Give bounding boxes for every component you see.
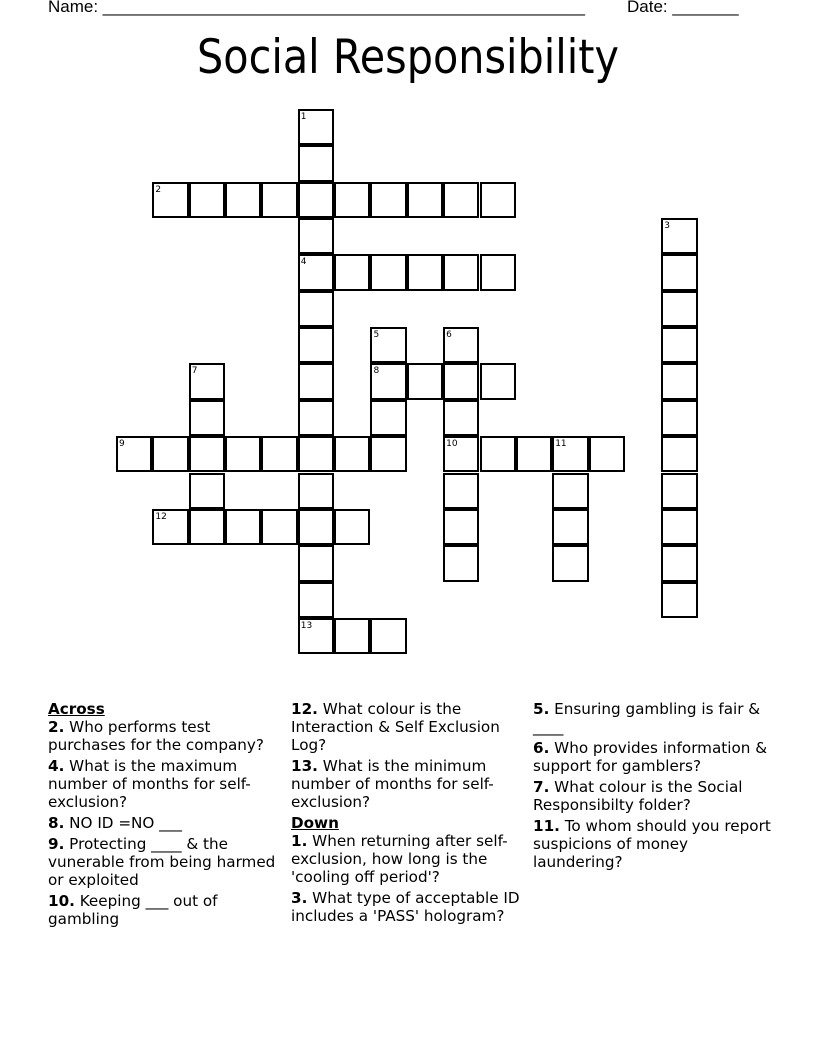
grid-cell[interactable]	[480, 436, 516, 472]
clue-across-12: 12. What colour is the Interaction & Self Exclusion Log?	[291, 700, 500, 754]
grid-cell[interactable]	[661, 291, 697, 327]
name-field-label: Name: ___________________________________________________	[48, 0, 585, 16]
clue-number: 13	[300, 620, 313, 631]
grid-cell[interactable]	[552, 473, 588, 509]
grid-cell[interactable]	[443, 182, 479, 218]
clue-number: 1	[300, 112, 307, 122]
grid-cell[interactable]	[189, 400, 225, 436]
grid-cell[interactable]	[552, 436, 588, 472]
clues-column-2	[291, 700, 526, 928]
grid-cell[interactable]	[298, 363, 334, 399]
clue-number: 4	[300, 257, 307, 268]
grid-cell[interactable]	[334, 436, 370, 472]
grid-cell[interactable]	[298, 400, 334, 436]
clue-down-11: 11. To whom should you report suspicions of money laundering?	[533, 817, 771, 871]
grid-cell[interactable]	[370, 436, 406, 472]
grid-cell[interactable]	[443, 254, 479, 290]
grid-cell[interactable]	[370, 182, 406, 218]
grid-cell[interactable]	[334, 182, 370, 218]
grid-cell[interactable]	[370, 254, 406, 290]
clue-down-3: 3. What type of acceptable ID includes a 'PASS' hologram?	[291, 889, 520, 925]
clue-across-9: 9. Protecting ____ & the vunerable from being harmed or exploited	[48, 835, 276, 889]
across-heading: Across	[48, 700, 105, 718]
grid-cell[interactable]	[661, 363, 697, 399]
grid-cell[interactable]	[661, 400, 697, 436]
clue-number: 9	[119, 439, 125, 450]
grid-cell[interactable]	[443, 473, 479, 509]
grid-cell[interactable]	[480, 182, 516, 218]
grid-cell[interactable]	[443, 363, 479, 399]
grid-cell[interactable]	[661, 582, 697, 618]
clues-column-1	[48, 700, 283, 931]
grid-cell[interactable]	[152, 436, 188, 472]
grid-cell[interactable]	[152, 509, 188, 545]
date-field-label: Date: _______	[627, 0, 739, 16]
grid-cell[interactable]	[480, 254, 516, 290]
page-title: Social Responsibility	[197, 30, 619, 85]
clue-number: 11	[555, 439, 567, 450]
grid-cell[interactable]	[261, 509, 297, 545]
grid-cell[interactable]	[298, 582, 334, 618]
clue-number: 5	[373, 330, 380, 341]
grid-cell[interactable]	[370, 400, 406, 436]
grid-cell[interactable]	[189, 509, 225, 545]
clue-number: 6	[446, 330, 452, 341]
grid-cell[interactable]	[480, 363, 516, 399]
grid-cell[interactable]	[334, 509, 370, 545]
grid-cell[interactable]	[225, 182, 261, 218]
grid-cell[interactable]	[552, 509, 588, 545]
grid-cell[interactable]	[298, 327, 334, 363]
grid-cell[interactable]	[661, 436, 697, 472]
grid-cell[interactable]	[370, 327, 406, 363]
grid-cell[interactable]	[443, 509, 479, 545]
clue-number: 2	[155, 184, 162, 195]
grid-cell[interactable]	[189, 363, 225, 399]
grid-cell[interactable]	[189, 436, 225, 472]
grid-cell[interactable]	[298, 509, 334, 545]
grid-cell[interactable]	[298, 254, 334, 290]
clue-down-7: 7. What colour is the Social Responsibilty folder?	[533, 778, 743, 814]
grid-cell[interactable]	[516, 436, 552, 472]
grid-cell[interactable]	[298, 182, 334, 218]
clue-down-5: 5. Ensuring gambling is fair & ____	[533, 700, 761, 736]
grid-cell[interactable]	[407, 254, 443, 290]
grid-cell[interactable]	[443, 327, 479, 363]
grid-cell[interactable]	[370, 363, 406, 399]
grid-cell[interactable]	[298, 291, 334, 327]
grid-cell[interactable]	[661, 254, 697, 290]
clue-down-6: 6. Who provides information & support for gamblers?	[533, 739, 768, 775]
grid-cell[interactable]	[552, 545, 588, 581]
grid-cell[interactable]	[407, 363, 443, 399]
clue-across-8: 8. NO ID =NO ___	[48, 814, 182, 832]
grid-cell[interactable]	[225, 509, 261, 545]
grid-cell[interactable]	[189, 182, 225, 218]
clue-across-13: 13. What is the minimum number of months for self-exclusion?	[291, 757, 494, 811]
down-heading: Down	[291, 814, 339, 832]
grid-cell[interactable]	[661, 545, 697, 581]
grid-cell[interactable]	[298, 618, 334, 654]
clue-number: 7	[191, 366, 198, 377]
grid-cell[interactable]	[298, 145, 334, 181]
grid-cell[interactable]	[661, 509, 697, 545]
grid-cell[interactable]	[443, 400, 479, 436]
clue-number: 3	[664, 221, 670, 232]
grid-cell[interactable]	[661, 218, 697, 254]
grid-cell[interactable]	[407, 182, 443, 218]
grid-cell[interactable]	[661, 327, 697, 363]
grid-cell[interactable]	[443, 436, 479, 472]
grid-cell[interactable]	[298, 218, 334, 254]
grid-cell[interactable]	[261, 182, 297, 218]
clue-across-10: 10. Keeping ___ out of gambling	[48, 892, 218, 928]
grid-cell[interactable]	[589, 436, 625, 472]
grid-cell[interactable]	[334, 254, 370, 290]
grid-cell[interactable]	[298, 545, 334, 581]
grid-cell[interactable]	[370, 618, 406, 654]
grid-cell[interactable]	[189, 473, 225, 509]
clue-number: 10	[446, 439, 458, 450]
grid-cell[interactable]	[661, 473, 697, 509]
grid-cell[interactable]	[225, 436, 261, 472]
clues-column-3	[533, 700, 773, 874]
grid-cell[interactable]	[298, 473, 334, 509]
clue-number: 12	[155, 511, 167, 522]
grid-cell[interactable]	[334, 618, 370, 654]
clue-across-4: 4. What is the maximum number of months for self-exclusion?	[48, 757, 251, 811]
clue-number: 8	[373, 366, 380, 377]
grid-cell[interactable]	[298, 436, 334, 472]
clue-across-2: 2. Who performs test purchases for the company?	[48, 718, 264, 754]
clue-down-1: 1. When returning after self-exclusion, how long is the 'cooling off period'?	[291, 832, 508, 886]
grid-cell[interactable]	[261, 436, 297, 472]
grid-cell[interactable]	[116, 436, 152, 472]
grid-cell[interactable]	[298, 109, 334, 145]
grid-cell[interactable]	[152, 182, 188, 218]
grid-cell[interactable]	[443, 545, 479, 581]
